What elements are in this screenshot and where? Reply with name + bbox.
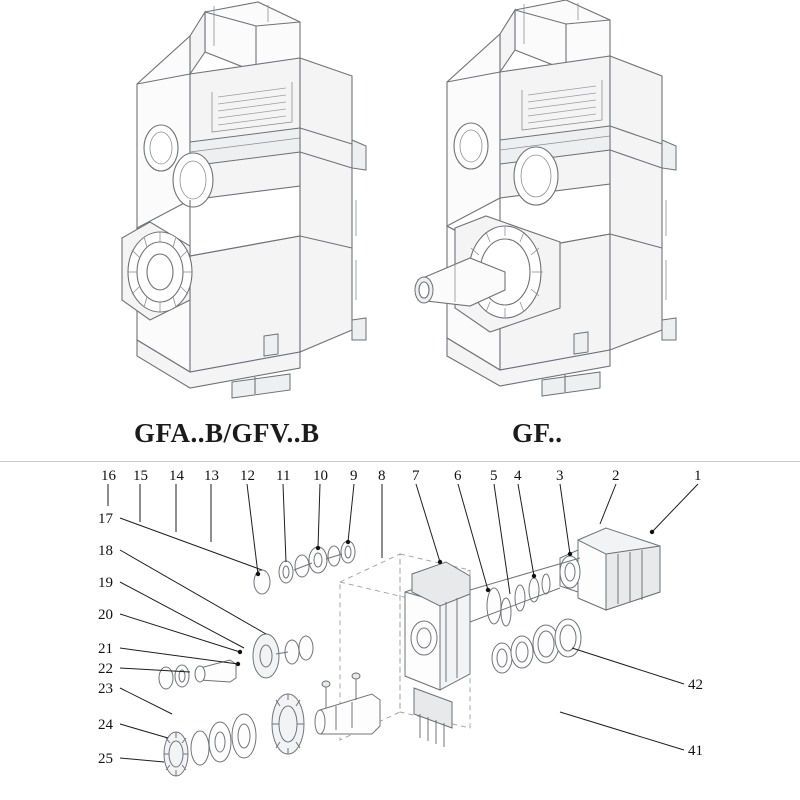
callout-22: 22 — [98, 661, 113, 677]
callout-17: 17 — [98, 511, 113, 527]
gear-shaft-parts — [159, 634, 313, 689]
callout-23: 23 — [98, 681, 113, 697]
callout-labels — [98, 468, 703, 767]
caption-gfa-b-gfv-b: GFA..B/GFV..B — [134, 418, 320, 448]
callout-15: 15 — [133, 468, 148, 484]
exploded-parts-artwork — [0, 462, 800, 800]
callout-24: 24 — [98, 717, 113, 733]
callout-14: 14 — [169, 468, 184, 484]
callout-16: 16 — [101, 468, 116, 484]
callout-20: 20 — [98, 607, 113, 623]
callout-4: 4 — [514, 468, 522, 484]
callout-12: 12 — [240, 468, 255, 484]
callout-5: 5 — [490, 468, 498, 484]
left-gear-unit-drawing — [122, 2, 366, 398]
callout-leaders-right — [560, 648, 684, 750]
housing-part — [405, 562, 470, 747]
callout-18: 18 — [98, 543, 113, 559]
motor-assembly-part — [560, 528, 660, 610]
callout-6: 6 — [454, 468, 462, 484]
bottom-section — [0, 462, 800, 800]
callout-42: 42 — [688, 677, 703, 693]
callout-21: 21 — [98, 641, 113, 657]
callout-8: 8 — [378, 468, 386, 484]
callout-41: 41 — [688, 743, 703, 759]
callout-1: 1 — [694, 468, 702, 484]
callout-10: 10 — [313, 468, 328, 484]
callout-3: 3 — [556, 468, 564, 484]
right-gear-unit-drawing — [415, 0, 676, 396]
callout-9: 9 — [350, 468, 358, 484]
callout-19: 19 — [98, 575, 113, 591]
callout-11: 11 — [276, 468, 291, 484]
callout-25: 25 — [98, 751, 113, 767]
caption-gf: GF.. — [512, 418, 563, 448]
bottom-gear-cluster — [164, 673, 380, 776]
callout-2: 2 — [612, 468, 620, 484]
callout-7: 7 — [412, 468, 420, 484]
callout-13: 13 — [204, 468, 219, 484]
ring-parts — [492, 619, 581, 673]
